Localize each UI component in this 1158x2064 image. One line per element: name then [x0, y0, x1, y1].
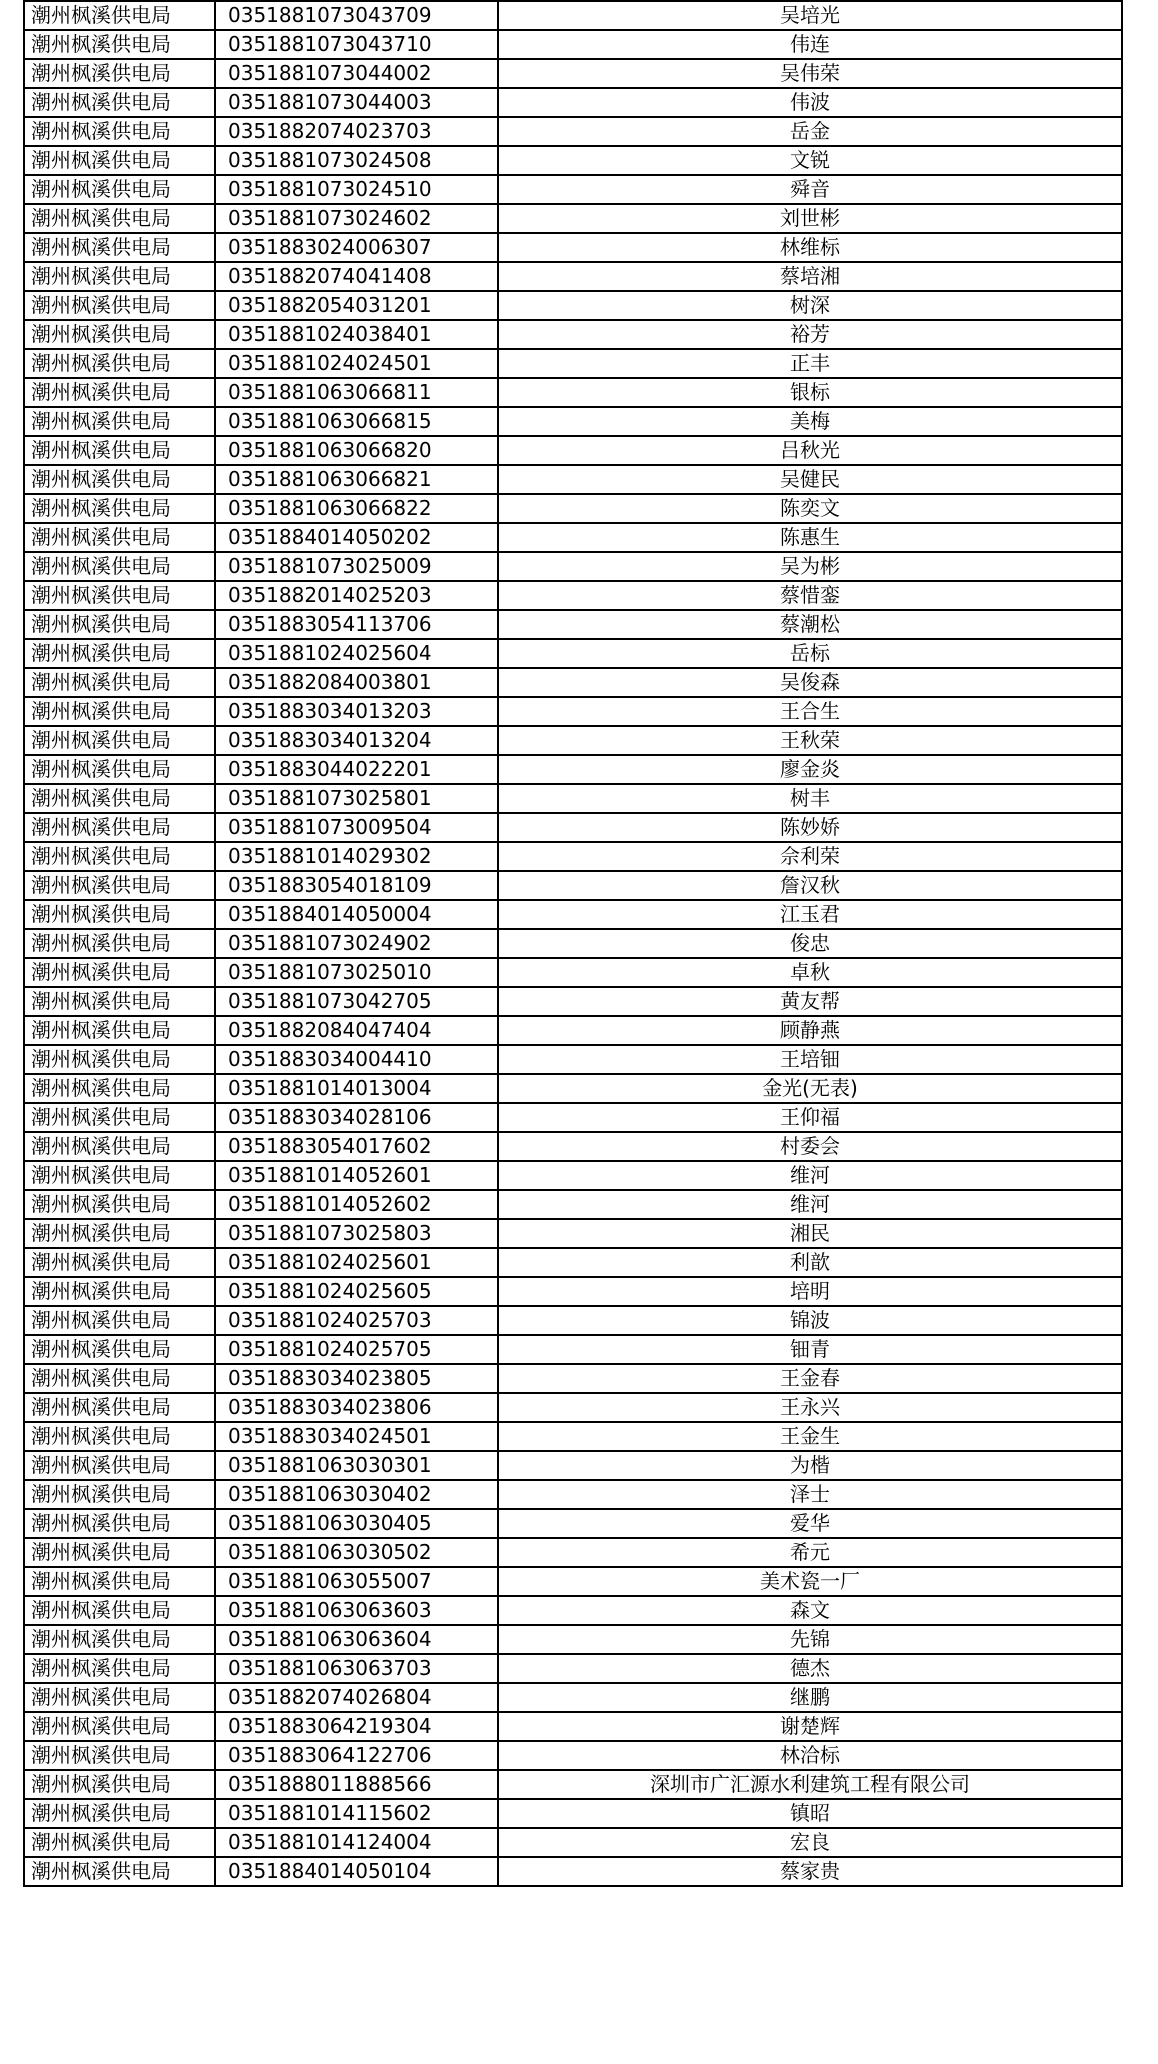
- account-number-cell: 0351881063066815: [215, 407, 498, 436]
- customer-name-cell: 镇昭: [498, 1799, 1122, 1828]
- bureau-name-cell: 潮州枫溪供电局: [24, 1045, 215, 1074]
- customer-name-cell: 詹汉秋: [498, 871, 1122, 900]
- table-row: [24, 668, 1122, 697]
- account-number-cell: 0351882054031201: [215, 291, 498, 320]
- table-row: [24, 1248, 1122, 1277]
- account-number-cell: 0351883034023806: [215, 1393, 498, 1422]
- table-row: [24, 552, 1122, 581]
- table-row: [24, 1190, 1122, 1219]
- bureau-name-cell: 潮州枫溪供电局: [24, 146, 215, 175]
- account-number-cell: 0351881073025009: [215, 552, 498, 581]
- table-row: [24, 1045, 1122, 1074]
- bureau-name-cell: 潮州枫溪供电局: [24, 1132, 215, 1161]
- table-row: [24, 204, 1122, 233]
- table-row: [24, 1828, 1122, 1857]
- customer-name-cell: 森文: [498, 1596, 1122, 1625]
- customer-name-cell: 美梅: [498, 407, 1122, 436]
- table-row: [24, 1567, 1122, 1596]
- table-row: [24, 900, 1122, 929]
- customer-name-cell: 树丰: [498, 784, 1122, 813]
- bureau-name-cell: 潮州枫溪供电局: [24, 262, 215, 291]
- customer-name-cell: 伟波: [498, 88, 1122, 117]
- customer-name-cell: 岳标: [498, 639, 1122, 668]
- bureau-name-cell: 潮州枫溪供电局: [24, 30, 215, 59]
- bureau-name-cell: 潮州枫溪供电局: [24, 1538, 215, 1567]
- account-number-cell: 0351883034013204: [215, 726, 498, 755]
- table-row: [24, 1103, 1122, 1132]
- table-row: [24, 1393, 1122, 1422]
- customer-name-cell: 文锐: [498, 146, 1122, 175]
- customer-name-cell: 爱华: [498, 1509, 1122, 1538]
- table-row: [24, 1132, 1122, 1161]
- customer-name-cell: 银标: [498, 378, 1122, 407]
- table-row: [24, 726, 1122, 755]
- account-number-cell: 0351881024024501: [215, 349, 498, 378]
- table-row: [24, 1683, 1122, 1712]
- bureau-name-cell: 潮州枫溪供电局: [24, 204, 215, 233]
- bureau-name-cell: 潮州枫溪供电局: [24, 639, 215, 668]
- table-row: [24, 1799, 1122, 1828]
- table-row: [24, 1654, 1122, 1683]
- customer-name-cell: 陈奕文: [498, 494, 1122, 523]
- account-number-cell: 0351882084047404: [215, 1016, 498, 1045]
- customer-name-cell: 王仰福: [498, 1103, 1122, 1132]
- table-row: [24, 755, 1122, 784]
- table-row: [24, 1364, 1122, 1393]
- customer-name-cell: 王永兴: [498, 1393, 1122, 1422]
- account-number-cell: 0351883064122706: [215, 1741, 498, 1770]
- table-row: [24, 175, 1122, 204]
- account-number-cell: 0351881073042705: [215, 987, 498, 1016]
- bureau-name-cell: 潮州枫溪供电局: [24, 117, 215, 146]
- account-number-cell: 0351881014013004: [215, 1074, 498, 1103]
- account-number-cell: 0351884014050104: [215, 1857, 498, 1886]
- bureau-name-cell: 潮州枫溪供电局: [24, 697, 215, 726]
- table-row: [24, 1857, 1122, 1886]
- bureau-name-cell: 潮州枫溪供电局: [24, 378, 215, 407]
- customer-name-cell: 王金生: [498, 1422, 1122, 1451]
- table-row: [24, 378, 1122, 407]
- bureau-name-cell: 潮州枫溪供电局: [24, 755, 215, 784]
- customer-name-cell: 伟连: [498, 30, 1122, 59]
- account-table: [23, 0, 1123, 1887]
- customer-name-cell: 蔡潮松: [498, 610, 1122, 639]
- bureau-name-cell: 潮州枫溪供电局: [24, 813, 215, 842]
- bureau-name-cell: 潮州枫溪供电局: [24, 1335, 215, 1364]
- account-number-cell: 0351881063066821: [215, 465, 498, 494]
- customer-name-cell: 宏良: [498, 1828, 1122, 1857]
- customer-name-cell: 继鹏: [498, 1683, 1122, 1712]
- account-number-cell: 0351884014050202: [215, 523, 498, 552]
- account-number-cell: 0351881063030405: [215, 1509, 498, 1538]
- account-number-cell: 0351884014050004: [215, 900, 498, 929]
- account-number-cell: 0351881014124004: [215, 1828, 498, 1857]
- customer-name-cell: 深圳市广汇源水利建筑工程有限公司: [498, 1770, 1122, 1799]
- account-table-body: [24, 1, 1122, 1886]
- account-number-cell: 0351881063066820: [215, 436, 498, 465]
- customer-name-cell: 美术瓷一厂: [498, 1567, 1122, 1596]
- table-row: [24, 1219, 1122, 1248]
- customer-name-cell: 村委会: [498, 1132, 1122, 1161]
- table-row: [24, 987, 1122, 1016]
- table-row: [24, 697, 1122, 726]
- table-row: [24, 30, 1122, 59]
- table-row: [24, 1074, 1122, 1103]
- table-row: [24, 1161, 1122, 1190]
- account-number-cell: 0351881063030301: [215, 1451, 498, 1480]
- bureau-name-cell: 潮州枫溪供电局: [24, 320, 215, 349]
- account-number-cell: 0351883054113706: [215, 610, 498, 639]
- customer-name-cell: 湘民: [498, 1219, 1122, 1248]
- account-number-cell: 0351882074041408: [215, 262, 498, 291]
- bureau-name-cell: 潮州枫溪供电局: [24, 784, 215, 813]
- bureau-name-cell: 潮州枫溪供电局: [24, 436, 215, 465]
- account-number-cell: 0351881063063703: [215, 1654, 498, 1683]
- account-number-cell: 0351881073044003: [215, 88, 498, 117]
- account-number-cell: 0351881073043709: [215, 1, 498, 30]
- account-number-cell: 0351883054018109: [215, 871, 498, 900]
- bureau-name-cell: 潮州枫溪供电局: [24, 1161, 215, 1190]
- table-row: [24, 1770, 1122, 1799]
- account-number-cell: 0351881024025604: [215, 639, 498, 668]
- table-row: [24, 1451, 1122, 1480]
- account-number-cell: 0351882014025203: [215, 581, 498, 610]
- customer-name-cell: 刘世彬: [498, 204, 1122, 233]
- account-number-cell: 0351882074026804: [215, 1683, 498, 1712]
- customer-name-cell: 岳金: [498, 117, 1122, 146]
- bureau-name-cell: 潮州枫溪供电局: [24, 1596, 215, 1625]
- bureau-name-cell: 潮州枫溪供电局: [24, 1, 215, 30]
- bureau-name-cell: 潮州枫溪供电局: [24, 233, 215, 262]
- table-row: [24, 88, 1122, 117]
- table-row: [24, 871, 1122, 900]
- account-number-cell: 0351883024006307: [215, 233, 498, 262]
- table-row: [24, 784, 1122, 813]
- account-number-cell: 0351881073025010: [215, 958, 498, 987]
- bureau-name-cell: 潮州枫溪供电局: [24, 59, 215, 88]
- customer-name-cell: 黄友帮: [498, 987, 1122, 1016]
- table-row: [24, 146, 1122, 175]
- table-row: [24, 320, 1122, 349]
- account-number-cell: 0351883044022201: [215, 755, 498, 784]
- customer-name-cell: 江玉君: [498, 900, 1122, 929]
- account-number-cell: 0351883064219304: [215, 1712, 498, 1741]
- customer-name-cell: 王培钿: [498, 1045, 1122, 1074]
- bureau-name-cell: 潮州枫溪供电局: [24, 1393, 215, 1422]
- customer-name-cell: 吴健民: [498, 465, 1122, 494]
- bureau-name-cell: 潮州枫溪供电局: [24, 523, 215, 552]
- bureau-name-cell: 潮州枫溪供电局: [24, 465, 215, 494]
- bureau-name-cell: 潮州枫溪供电局: [24, 929, 215, 958]
- account-number-cell: 0351881073024902: [215, 929, 498, 958]
- customer-name-cell: 德杰: [498, 1654, 1122, 1683]
- customer-name-cell: 利歆: [498, 1248, 1122, 1277]
- bureau-name-cell: 潮州枫溪供电局: [24, 1712, 215, 1741]
- table-row: [24, 929, 1122, 958]
- table-row: [24, 639, 1122, 668]
- table-row: [24, 494, 1122, 523]
- account-number-cell: 0351881014115602: [215, 1799, 498, 1828]
- bureau-name-cell: 潮州枫溪供电局: [24, 552, 215, 581]
- account-number-cell: 0351881063055007: [215, 1567, 498, 1596]
- customer-name-cell: 俊忠: [498, 929, 1122, 958]
- customer-name-cell: 陈妙娇: [498, 813, 1122, 842]
- customer-name-cell: 维河: [498, 1161, 1122, 1190]
- bureau-name-cell: 潮州枫溪供电局: [24, 1190, 215, 1219]
- customer-name-cell: 顾静燕: [498, 1016, 1122, 1045]
- table-row: [24, 59, 1122, 88]
- table-row: [24, 1335, 1122, 1364]
- table-row: [24, 581, 1122, 610]
- table-row: [24, 1480, 1122, 1509]
- account-number-cell: 0351881073009504: [215, 813, 498, 842]
- table-row: [24, 813, 1122, 842]
- bureau-name-cell: 潮州枫溪供电局: [24, 842, 215, 871]
- account-number-cell: 0351881073024510: [215, 175, 498, 204]
- table-row: [24, 1538, 1122, 1567]
- customer-name-cell: 正丰: [498, 349, 1122, 378]
- account-number-cell: 0351881063066811: [215, 378, 498, 407]
- bureau-name-cell: 潮州枫溪供电局: [24, 175, 215, 204]
- bureau-name-cell: 潮州枫溪供电局: [24, 581, 215, 610]
- table-row: [24, 842, 1122, 871]
- bureau-name-cell: 潮州枫溪供电局: [24, 1857, 215, 1886]
- bureau-name-cell: 潮州枫溪供电局: [24, 1364, 215, 1393]
- customer-name-cell: 维河: [498, 1190, 1122, 1219]
- bureau-name-cell: 潮州枫溪供电局: [24, 291, 215, 320]
- customer-name-cell: 吕秋光: [498, 436, 1122, 465]
- bureau-name-cell: 潮州枫溪供电局: [24, 1480, 215, 1509]
- table-row: [24, 1509, 1122, 1538]
- customer-name-cell: 裕芳: [498, 320, 1122, 349]
- account-number-cell: 0351881073025803: [215, 1219, 498, 1248]
- account-number-cell: 0351881024025605: [215, 1277, 498, 1306]
- account-number-cell: 0351881024025703: [215, 1306, 498, 1335]
- account-number-cell: 0351881073024508: [215, 146, 498, 175]
- bureau-name-cell: 潮州枫溪供电局: [24, 1654, 215, 1683]
- account-number-cell: 0351881024025705: [215, 1335, 498, 1364]
- account-number-cell: 0351881063063604: [215, 1625, 498, 1654]
- table-row: [24, 1422, 1122, 1451]
- account-number-cell: 0351882074023703: [215, 117, 498, 146]
- table-row: [24, 1625, 1122, 1654]
- customer-name-cell: 树深: [498, 291, 1122, 320]
- bureau-name-cell: 潮州枫溪供电局: [24, 1567, 215, 1596]
- table-row: [24, 1712, 1122, 1741]
- bureau-name-cell: 潮州枫溪供电局: [24, 1799, 215, 1828]
- table-row: [24, 1, 1122, 30]
- account-number-cell: 0351883034024501: [215, 1422, 498, 1451]
- customer-name-cell: 钿青: [498, 1335, 1122, 1364]
- table-row: [24, 233, 1122, 262]
- bureau-name-cell: 潮州枫溪供电局: [24, 987, 215, 1016]
- bureau-name-cell: 潮州枫溪供电局: [24, 1828, 215, 1857]
- table-row: [24, 1306, 1122, 1335]
- account-number-cell: 0351881024025601: [215, 1248, 498, 1277]
- bureau-name-cell: 潮州枫溪供电局: [24, 871, 215, 900]
- customer-name-cell: 林维标: [498, 233, 1122, 262]
- account-number-cell: 0351881063030502: [215, 1538, 498, 1567]
- table-row: [24, 117, 1122, 146]
- customer-name-cell: 林洽标: [498, 1741, 1122, 1770]
- account-number-cell: 0351883034004410: [215, 1045, 498, 1074]
- bureau-name-cell: 潮州枫溪供电局: [24, 494, 215, 523]
- bureau-name-cell: 潮州枫溪供电局: [24, 1422, 215, 1451]
- bureau-name-cell: 潮州枫溪供电局: [24, 1103, 215, 1132]
- customer-name-cell: 锦波: [498, 1306, 1122, 1335]
- table-row: [24, 1016, 1122, 1045]
- customer-name-cell: 吴伟荣: [498, 59, 1122, 88]
- table-row: [24, 610, 1122, 639]
- account-number-cell: 0351881063030402: [215, 1480, 498, 1509]
- customer-name-cell: 王合生: [498, 697, 1122, 726]
- customer-name-cell: 佘利荣: [498, 842, 1122, 871]
- table-row: [24, 291, 1122, 320]
- table-row: [24, 436, 1122, 465]
- bureau-name-cell: 潮州枫溪供电局: [24, 1770, 215, 1799]
- customer-name-cell: 吴为彬: [498, 552, 1122, 581]
- account-number-cell: 0351881073025801: [215, 784, 498, 813]
- customer-name-cell: 王金春: [498, 1364, 1122, 1393]
- bureau-name-cell: 潮州枫溪供电局: [24, 958, 215, 987]
- table-row: [24, 465, 1122, 494]
- account-number-cell: 0351881014052601: [215, 1161, 498, 1190]
- bureau-name-cell: 潮州枫溪供电局: [24, 1074, 215, 1103]
- bureau-name-cell: 潮州枫溪供电局: [24, 900, 215, 929]
- customer-name-cell: 吴俊森: [498, 668, 1122, 697]
- table-row: [24, 1741, 1122, 1770]
- customer-name-cell: 王秋荣: [498, 726, 1122, 755]
- account-number-cell: 0351881063063603: [215, 1596, 498, 1625]
- customer-name-cell: 廖金炎: [498, 755, 1122, 784]
- customer-name-cell: 先锦: [498, 1625, 1122, 1654]
- account-number-cell: 0351883034028106: [215, 1103, 498, 1132]
- customer-name-cell: 泽士: [498, 1480, 1122, 1509]
- customer-name-cell: 蔡培湘: [498, 262, 1122, 291]
- customer-name-cell: 卓秋: [498, 958, 1122, 987]
- bureau-name-cell: 潮州枫溪供电局: [24, 1219, 215, 1248]
- account-number-cell: 0351881073044002: [215, 59, 498, 88]
- account-number-cell: 0351881063066822: [215, 494, 498, 523]
- customer-name-cell: 陈惠生: [498, 523, 1122, 552]
- bureau-name-cell: 潮州枫溪供电局: [24, 610, 215, 639]
- table-row: [24, 1596, 1122, 1625]
- customer-name-cell: 希元: [498, 1538, 1122, 1567]
- table-row: [24, 349, 1122, 378]
- customer-name-cell: 舜音: [498, 175, 1122, 204]
- bureau-name-cell: 潮州枫溪供电局: [24, 1248, 215, 1277]
- table-row: [24, 1277, 1122, 1306]
- bureau-name-cell: 潮州枫溪供电局: [24, 1741, 215, 1770]
- bureau-name-cell: 潮州枫溪供电局: [24, 349, 215, 378]
- bureau-name-cell: 潮州枫溪供电局: [24, 1277, 215, 1306]
- bureau-name-cell: 潮州枫溪供电局: [24, 407, 215, 436]
- account-number-cell: 0351883034013203: [215, 697, 498, 726]
- table-row: [24, 262, 1122, 291]
- account-number-cell: 0351881014029302: [215, 842, 498, 871]
- account-number-cell: 0351881014052602: [215, 1190, 498, 1219]
- customer-name-cell: 蔡惜銮: [498, 581, 1122, 610]
- bureau-name-cell: 潮州枫溪供电局: [24, 1016, 215, 1045]
- bureau-name-cell: 潮州枫溪供电局: [24, 88, 215, 117]
- bureau-name-cell: 潮州枫溪供电局: [24, 1451, 215, 1480]
- account-number-cell: 0351881073043710: [215, 30, 498, 59]
- account-number-cell: 0351881024038401: [215, 320, 498, 349]
- bureau-name-cell: 潮州枫溪供电局: [24, 1306, 215, 1335]
- customer-name-cell: 吴培光: [498, 1, 1122, 30]
- table-row: [24, 523, 1122, 552]
- table-row: [24, 407, 1122, 436]
- customer-name-cell: 金光(无表): [498, 1074, 1122, 1103]
- account-number-cell: 0351883034023805: [215, 1364, 498, 1393]
- customer-name-cell: 蔡家贵: [498, 1857, 1122, 1886]
- customer-name-cell: 谢楚辉: [498, 1712, 1122, 1741]
- account-number-cell: 0351883054017602: [215, 1132, 498, 1161]
- bureau-name-cell: 潮州枫溪供电局: [24, 1683, 215, 1712]
- customer-name-cell: 培明: [498, 1277, 1122, 1306]
- account-number-cell: 0351882084003801: [215, 668, 498, 697]
- account-number-cell: 0351888011888566: [215, 1770, 498, 1799]
- customer-name-cell: 为楷: [498, 1451, 1122, 1480]
- account-number-cell: 0351881073024602: [215, 204, 498, 233]
- bureau-name-cell: 潮州枫溪供电局: [24, 668, 215, 697]
- bureau-name-cell: 潮州枫溪供电局: [24, 1625, 215, 1654]
- bureau-name-cell: 潮州枫溪供电局: [24, 1509, 215, 1538]
- bureau-name-cell: 潮州枫溪供电局: [24, 726, 215, 755]
- table-row: [24, 958, 1122, 987]
